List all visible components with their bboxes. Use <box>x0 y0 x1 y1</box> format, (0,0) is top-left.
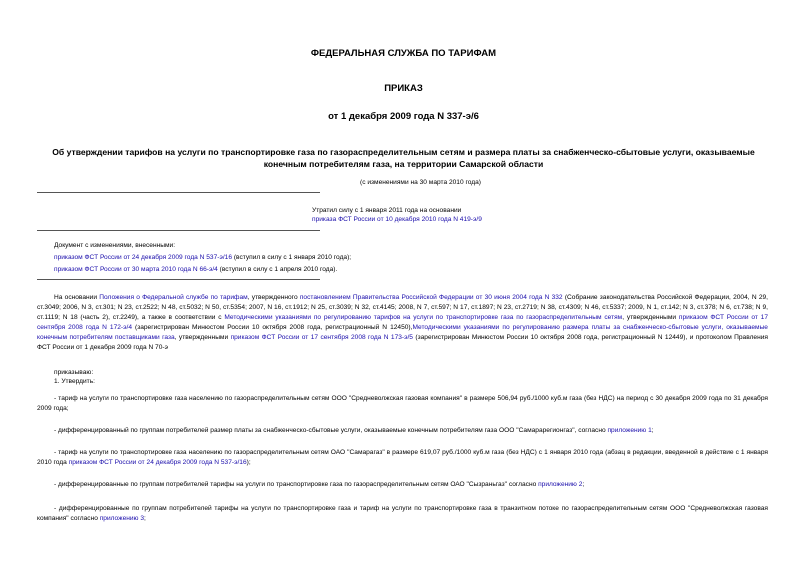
appendix-link[interactable]: приложению 1 <box>607 427 652 434</box>
orders-text: приказываю: <box>54 369 94 376</box>
divider <box>37 279 320 280</box>
preamble-link[interactable]: постановлением Правительства Российской Федерации от 30 июня 2004 года N 332 <box>299 294 563 301</box>
order-item <box>37 394 768 414</box>
amending-order-link[interactable]: приказом ФСТ России от 24 декабря 2009 года N 537-э/16 <box>68 458 247 466</box>
document-title-line1: Об утверждении тарифов на услуги по транспортировке газа по газораспределительным сетям и размера платы за снабженческо-сбытовые услуги, оказываемые <box>52 147 755 157</box>
order-item <box>37 504 768 524</box>
preamble-text: , утвержденного <box>247 294 300 301</box>
preamble-text: , утвержденными <box>622 313 679 321</box>
preamble-text: (зарегистрирован Минюстом России 10 октября 2008 года, регистрационный N 12450), <box>131 323 413 331</box>
appendix-link[interactable]: приложению 2 <box>538 481 583 488</box>
order-item-text: - тариф на услуги по транспортировке газа населению по газораспределительным сетям ОАО "Самарагаз" в размере 619,07 руб./1000 куб.м газа (без НДС) с 1 января 2010 года (абзац в редакции, введенной в действие с 1 января 2010 года <box>37 449 768 466</box>
status-note: Утратил силу с 1 января 2011 года на основании <box>312 207 462 214</box>
amended-note: (с изменениями на 30 марта 2010 года) <box>360 179 481 186</box>
repeal-order-link[interactable]: приказа ФСТ России от 10 декабря 2010 года N 419-э/9 <box>312 216 482 223</box>
preamble-link[interactable]: приказом ФСТ России от 17 сентября 2008 года N 173-э/5 <box>230 333 413 341</box>
order-item-text: - тариф на услуги по транспортировке газа населению по газораспределительным сетям ООО "Средневолжская газовая компания" в размере 506,94 руб./1000 куб.м газа (без НДС) на период с 30 декабря 2009 года по 31 декабря 2009 года; <box>37 395 768 412</box>
order-item-text: ); <box>246 458 251 466</box>
order-item <box>37 448 768 468</box>
changes-intro: Документ с изменениями, внесенными: <box>54 242 176 249</box>
preamble-text: На основании <box>54 294 100 301</box>
changes-item-note: (вступил в силу с 1 января 2010 года); <box>231 254 352 261</box>
preamble-paragraph <box>37 293 768 352</box>
changes-item-note: (вступил в силу с 1 апреля 2010 года). <box>217 266 338 273</box>
order-item <box>37 426 768 436</box>
preamble-link[interactable]: Методическими указаниями по регулированию тарифов на услуги по транспортировке газа по газораспределительным сетям <box>224 313 623 321</box>
approve-text: 1. Утвердить: <box>54 378 95 385</box>
changes-item <box>54 265 337 274</box>
divider <box>37 230 320 231</box>
order-item-text: - дифференцированный по группам потребителей размер платы за снабженческо-сбытовые услуги, оказываемые конечным потребителям газа ООО "Самарарегионгаз", согласно <box>54 427 608 434</box>
divider <box>37 192 320 193</box>
order-item-text: ; <box>144 514 146 522</box>
preamble-text: , утвержденными <box>174 333 231 341</box>
agency-heading: ФЕДЕРАЛЬНАЯ СЛУЖБА ПО ТАРИФАМ <box>310 48 497 59</box>
preamble-link[interactable]: Положения о Федеральной службе по тарифам <box>99 294 248 301</box>
changes-item-link[interactable]: приказом ФСТ России от 24 декабря 2009 года N 537-э/16 <box>54 254 232 261</box>
date-number-heading: от 1 декабря 2009 года N 337-э/6 <box>328 111 479 122</box>
document-title-line2: конечным потребителям газа, на территории Самарской области <box>263 159 544 169</box>
order-item-text: - дифференцированные по группам потребителей тарифы на услуги по транспортировке газа по газораспределительным сетям ОАО "Сызраньгаз" согласно <box>54 481 539 488</box>
doc-type-heading: ПРИКАЗ <box>384 83 423 94</box>
preamble-link[interactable]: приказом ФСТ России от 17 сентября 2008 года N 172-э/4 <box>37 313 768 331</box>
order-item-text: - дифференцированные по группам потребителей тарифы на услуги по транспортировке газа и тариф на услуги по транспортировке газа в транзитном потоке по газораспределительным сетям ООО "Средневолжская газовая компания" согласно <box>37 505 768 522</box>
order-item-text: ; <box>651 427 654 434</box>
preamble-link[interactable]: Методическими указаниями по регулированию размера платы за снабженческо-сбытовые услуги, оказываемые конечным потребителям поставщиками газа <box>37 323 768 341</box>
changes-item-link[interactable]: приказом ФСТ России от 30 марта 2010 года N 66-э/4 <box>54 266 218 273</box>
changes-item <box>54 253 351 262</box>
preamble-text: (зарегистрирован Минюстом России 10 октября 2008 года, регистрационный N 12449), и протоколом Правления ФСТ России от 1 декабря 2009 года N 70-э <box>37 333 768 351</box>
order-item-text: ; <box>582 481 585 488</box>
appendix-link[interactable]: приложению 3 <box>99 514 145 522</box>
preamble-text: (Собрание законодательства Российской Федерации, 2004, N 29, ст.3049; 2006, N 3, ст.301; N 23, ст.2522; N 48, ст.5032; N 50, ст.5354; 2007, N 16, ст.1912; N 25, ст.3039; N 32, ст.4145; 2008, N 7, ст.597; N 17, ст.1897; N 23, ст.2719; N 38, ст.4309; N 46, ст.5337; 2009, N 1, ст.142; N 3, ст.378; N 6, ст.738; N 9, ст.1119; N 18 (часть 2), ст.2249), а также в соответствии с <box>37 294 768 321</box>
order-item <box>37 480 768 490</box>
